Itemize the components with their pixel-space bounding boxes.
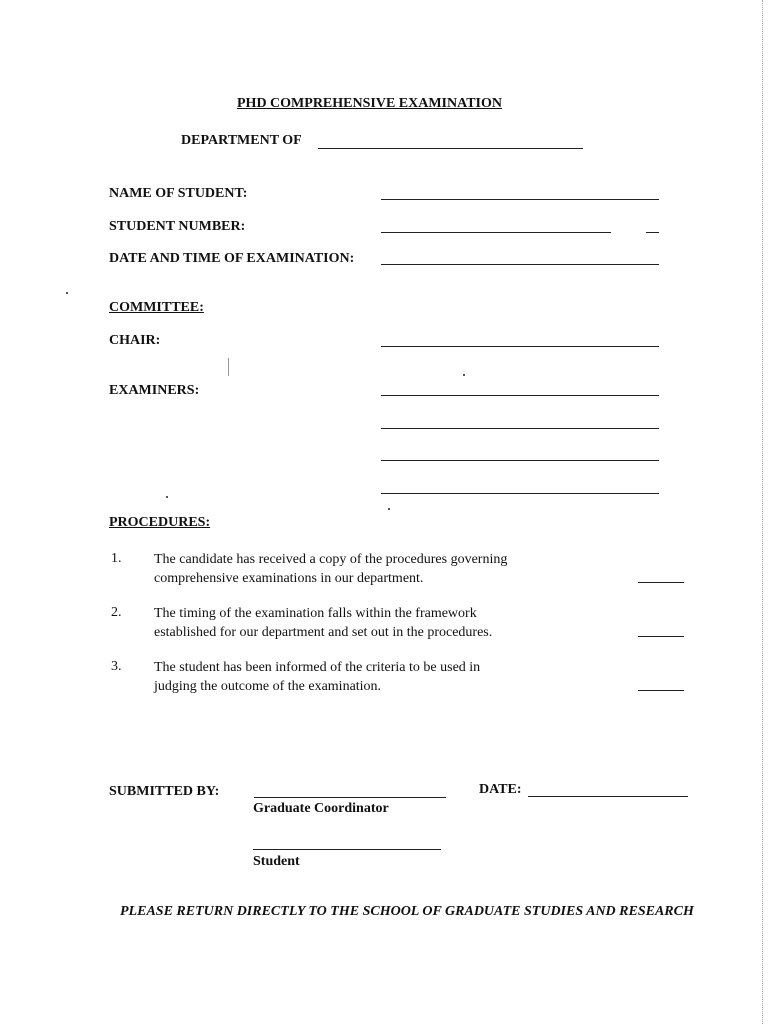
student-signature-line[interactable] — [253, 849, 441, 850]
student-number-field-line[interactable] — [381, 232, 611, 233]
scan-speck — [166, 496, 168, 498]
procedure-text-1-line-2: comprehensive examinations in our department. — [154, 571, 424, 586]
procedure-number-1: 1. — [111, 551, 122, 566]
exam-date-time-field-line[interactable] — [381, 264, 659, 265]
scan-speck — [388, 508, 390, 510]
coordinator-signature-line[interactable] — [254, 797, 446, 798]
procedure-3-initial-line[interactable] — [638, 690, 684, 691]
procedure-2-initial-line[interactable] — [638, 636, 684, 637]
scan-speck — [66, 292, 68, 294]
procedure-text-3-line-2: judging the outcome of the examination. — [154, 679, 382, 694]
coordinator-caption: Graduate Coordinator — [253, 801, 389, 816]
examiner-field-line-2[interactable] — [381, 428, 659, 429]
submitted-by-label: SUBMITTED BY: — [109, 784, 220, 799]
procedure-text-3 — [154, 658, 574, 696]
form-title: PHD COMPREHENSIVE EXAMINATION — [237, 96, 502, 111]
scan-edge-line — [762, 0, 763, 1024]
procedure-text-2 — [154, 604, 574, 642]
examiner-field-line-1[interactable] — [381, 395, 659, 396]
chair-label: CHAIR: — [109, 333, 161, 348]
examiner-field-line-3[interactable] — [381, 460, 659, 461]
department-label: DEPARTMENT OF — [181, 133, 302, 148]
student-caption: Student — [253, 854, 300, 869]
student-name-label: NAME OF STUDENT: — [109, 186, 248, 201]
examiners-label: EXAMINERS: — [109, 383, 200, 398]
scan-speck — [228, 358, 229, 376]
procedure-number-2: 2. — [111, 605, 122, 620]
date-field-line[interactable] — [528, 796, 688, 797]
student-name-field-line[interactable] — [381, 199, 659, 200]
examiner-field-line-4[interactable] — [381, 493, 659, 494]
procedure-1-initial-line[interactable] — [638, 582, 684, 583]
student-number-field-line-end — [646, 232, 659, 233]
procedure-text-1-line-1: The candidate has received a copy of the procedures governing — [154, 552, 508, 567]
scan-speck — [463, 374, 465, 376]
chair-field-line[interactable] — [381, 346, 659, 347]
committee-heading: COMMITTEE: — [109, 300, 204, 315]
procedure-text-2-line-1: The timing of the examination falls within the framework — [154, 606, 477, 621]
procedure-number-3: 3. — [111, 659, 122, 674]
procedure-text-1 — [154, 550, 574, 588]
date-label: DATE: — [479, 782, 522, 797]
procedure-text-3-line-1: The student has been informed of the criteria to be used in — [154, 660, 481, 675]
student-number-label: STUDENT NUMBER: — [109, 219, 246, 234]
department-field-line[interactable] — [318, 148, 583, 149]
return-instruction: PLEASE RETURN DIRECTLY TO THE SCHOOL OF GRADUATE STUDIES AND RESEARCH — [120, 904, 694, 919]
procedure-text-2-line-2: established for our department and set out in the procedures. — [154, 625, 493, 640]
procedures-heading: PROCEDURES: — [109, 515, 211, 530]
exam-date-time-label: DATE AND TIME OF EXAMINATION: — [109, 251, 355, 266]
